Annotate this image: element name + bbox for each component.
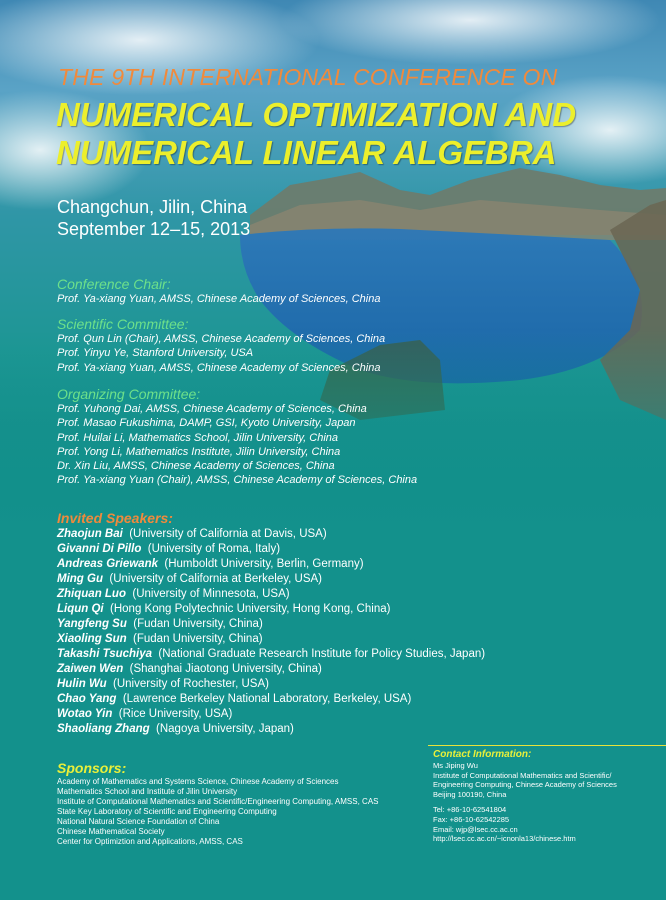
contact-fax: Fax: +86-10-62542285 xyxy=(433,814,510,824)
speaker-name: Andreas Griewank xyxy=(57,558,158,570)
speaker-name: Xiaoling Sun xyxy=(57,633,127,645)
speaker-affiliation: (Fudan University, China) xyxy=(133,618,263,630)
contact-address-line: Institute of Computational Mathematics and Scientific/ xyxy=(433,770,612,780)
conference-title xyxy=(56,96,576,172)
venue-location: Changchun, Jilin, China xyxy=(57,197,248,217)
sponsor-item: Mathematics School and Institute of Jilin University xyxy=(57,787,238,796)
organizing-committee-section xyxy=(57,386,417,488)
speaker-list xyxy=(57,527,485,737)
speaker-row xyxy=(57,572,485,587)
speaker-affiliation: (Shanghai Jiaotong University, China) xyxy=(129,663,322,675)
conference-edition-heading: THE 9TH INTERNATIONAL CONFERENCE ON xyxy=(58,64,558,90)
speaker-affiliation: (University of California at Davis, USA) xyxy=(129,528,327,540)
sponsor-item: Chinese Mathematical Society xyxy=(57,827,165,836)
committee-member: Dr. Xin Liu, AMSS, Chinese Academy of Sciences, China xyxy=(57,460,335,473)
speaker-affiliation: (University of Minnesota, USA) xyxy=(132,588,290,600)
speaker-row xyxy=(57,557,485,572)
speaker-name: Shaoliang Zhang xyxy=(57,723,150,735)
conference-title-line-1: NUMERICAL OPTIMIZATION AND xyxy=(56,96,577,133)
speaker-affiliation: (Nagoya University, Japan) xyxy=(156,723,294,735)
committee-member: Prof. Ya-xiang Yuan, AMSS, Chinese Academy of Sciences, China xyxy=(57,361,381,374)
speaker-name: Hulin Wu xyxy=(57,678,107,690)
contact-address-line: Engineering Computing, Chinese Academy of Sciences xyxy=(433,780,617,790)
chair-member: Prof. Ya-xiang Yuan, AMSS, Chinese Academy of Sciences, China xyxy=(57,293,381,305)
committee-member: Prof. Huilai Li, Mathematics School, Jilin University, China xyxy=(57,431,339,444)
committee-member: Prof. Ya-xiang Yuan (Chair), AMSS, Chinese Academy of Sciences, China xyxy=(57,474,418,487)
speaker-affiliation: (University of Roma, Italy) xyxy=(147,543,281,555)
speaker-name: Takashi Tsuchiya xyxy=(57,648,153,660)
venue-and-dates xyxy=(57,196,250,240)
speaker-name: Wotao Yin xyxy=(57,708,113,720)
sponsor-item: National Natural Science Foundation of China xyxy=(57,817,220,826)
sponsors-title: Sponsors: xyxy=(57,760,127,776)
speaker-name: Givanni Di Pillo xyxy=(57,543,142,555)
committee-member: Prof. Yong Li, Mathematics Institute, Jilin University, China xyxy=(57,445,341,458)
invited-speakers-title: Invited Speakers: xyxy=(57,510,173,526)
speaker-affiliation: (Fudan University, China) xyxy=(133,633,263,645)
conference-chair-section xyxy=(57,276,380,306)
sponsor-item: State Key Laboratory of Scientific and Engineering Computing xyxy=(57,807,277,816)
speaker-affiliation: (University of Rochester, USA) xyxy=(113,678,269,690)
contact-section xyxy=(433,748,617,844)
contact-title: Contact Information: xyxy=(433,749,532,760)
speaker-name: Ming Gu xyxy=(57,573,103,585)
conference-website-link[interactable]: http://lsec.cc.ac.cn/~icnonla13/chinese.htm xyxy=(433,834,576,844)
speaker-row xyxy=(57,542,485,557)
speaker-row xyxy=(57,692,485,707)
speaker-name: Zaiwen Wen xyxy=(57,663,124,675)
scientific-committee-section xyxy=(57,316,385,375)
speaker-row xyxy=(57,587,485,602)
speaker-name: Yangfeng Su xyxy=(57,618,127,630)
contact-telephone: Tel: +86-10-62541804 xyxy=(433,805,507,815)
committee-member: Prof. Yinyu Ye, Stanford University, USA xyxy=(57,347,254,360)
committee-member: Prof. Masao Fukushima, DAMP, GSI, Kyoto University, Japan xyxy=(57,417,356,430)
committee-member: Prof. Yuhong Dai, AMSS, Chinese Academy of Sciences, China xyxy=(57,403,367,415)
speaker-row xyxy=(57,632,485,647)
speaker-row xyxy=(57,707,485,722)
sponsor-item: Academy of Mathematics and Systems Science, Chinese Academy of Sciences xyxy=(57,777,339,786)
speaker-row xyxy=(57,617,485,632)
speaker-name: Zhiquan Luo xyxy=(57,588,126,600)
speaker-affiliation: (Lawrence Berkeley National Laboratory, Berkeley, USA) xyxy=(122,693,412,705)
speaker-name: Chao Yang xyxy=(57,693,117,705)
sponsor-item: Center for Optimiztion and Applications, AMSS, CAS xyxy=(57,837,243,846)
contact-address-line: Ms Jiping Wu xyxy=(433,761,478,770)
speaker-affiliation: (Hong Kong Polytechnic University, Hong Kong, China) xyxy=(110,603,391,615)
invited-speakers-section xyxy=(57,510,485,737)
conference-chair-title: Conference Chair: xyxy=(57,276,171,292)
speaker-affiliation: (University of California at Berkeley, USA) xyxy=(109,573,322,585)
conference-dates: September 12–15, 2013 xyxy=(57,219,251,239)
scientific-committee-title: Scientific Committee: xyxy=(57,316,189,332)
speaker-affiliation: (National Graduate Research Institute for Policy Studies, Japan) xyxy=(158,648,486,660)
contact-email-link[interactable]: Email: wjp@lsec.cc.ac.cn xyxy=(433,824,518,834)
contact-address-line: Beijing 100190, China xyxy=(433,789,507,799)
speaker-affiliation: (Rice University, USA) xyxy=(118,708,233,720)
speaker-row xyxy=(57,662,485,677)
organizing-committee-title: Organizing Committee: xyxy=(57,386,201,402)
speaker-row xyxy=(57,527,485,542)
sponsors-section xyxy=(57,760,379,847)
speaker-name: Zhaojun Bai xyxy=(57,528,123,540)
sponsor-item: Institute of Computational Mathematics and Scientific/Engineering Computing, AMSS, CAS xyxy=(57,797,379,806)
conference-title-line-2: NUMERICAL LINEAR ALGEBRA xyxy=(56,134,557,171)
speaker-row xyxy=(57,722,485,737)
speaker-affiliation: (Humboldt University, Berlin, Germany) xyxy=(164,558,364,570)
speaker-row xyxy=(57,677,485,692)
cloud-shape xyxy=(280,0,660,65)
contact-divider xyxy=(428,745,666,746)
committee-member: Prof. Qun Lin (Chair), AMSS, Chinese Academy of Sciences, China xyxy=(57,333,386,345)
speaker-name: Liqun Qi xyxy=(57,603,104,615)
speaker-row xyxy=(57,602,485,617)
speaker-row xyxy=(57,647,485,662)
